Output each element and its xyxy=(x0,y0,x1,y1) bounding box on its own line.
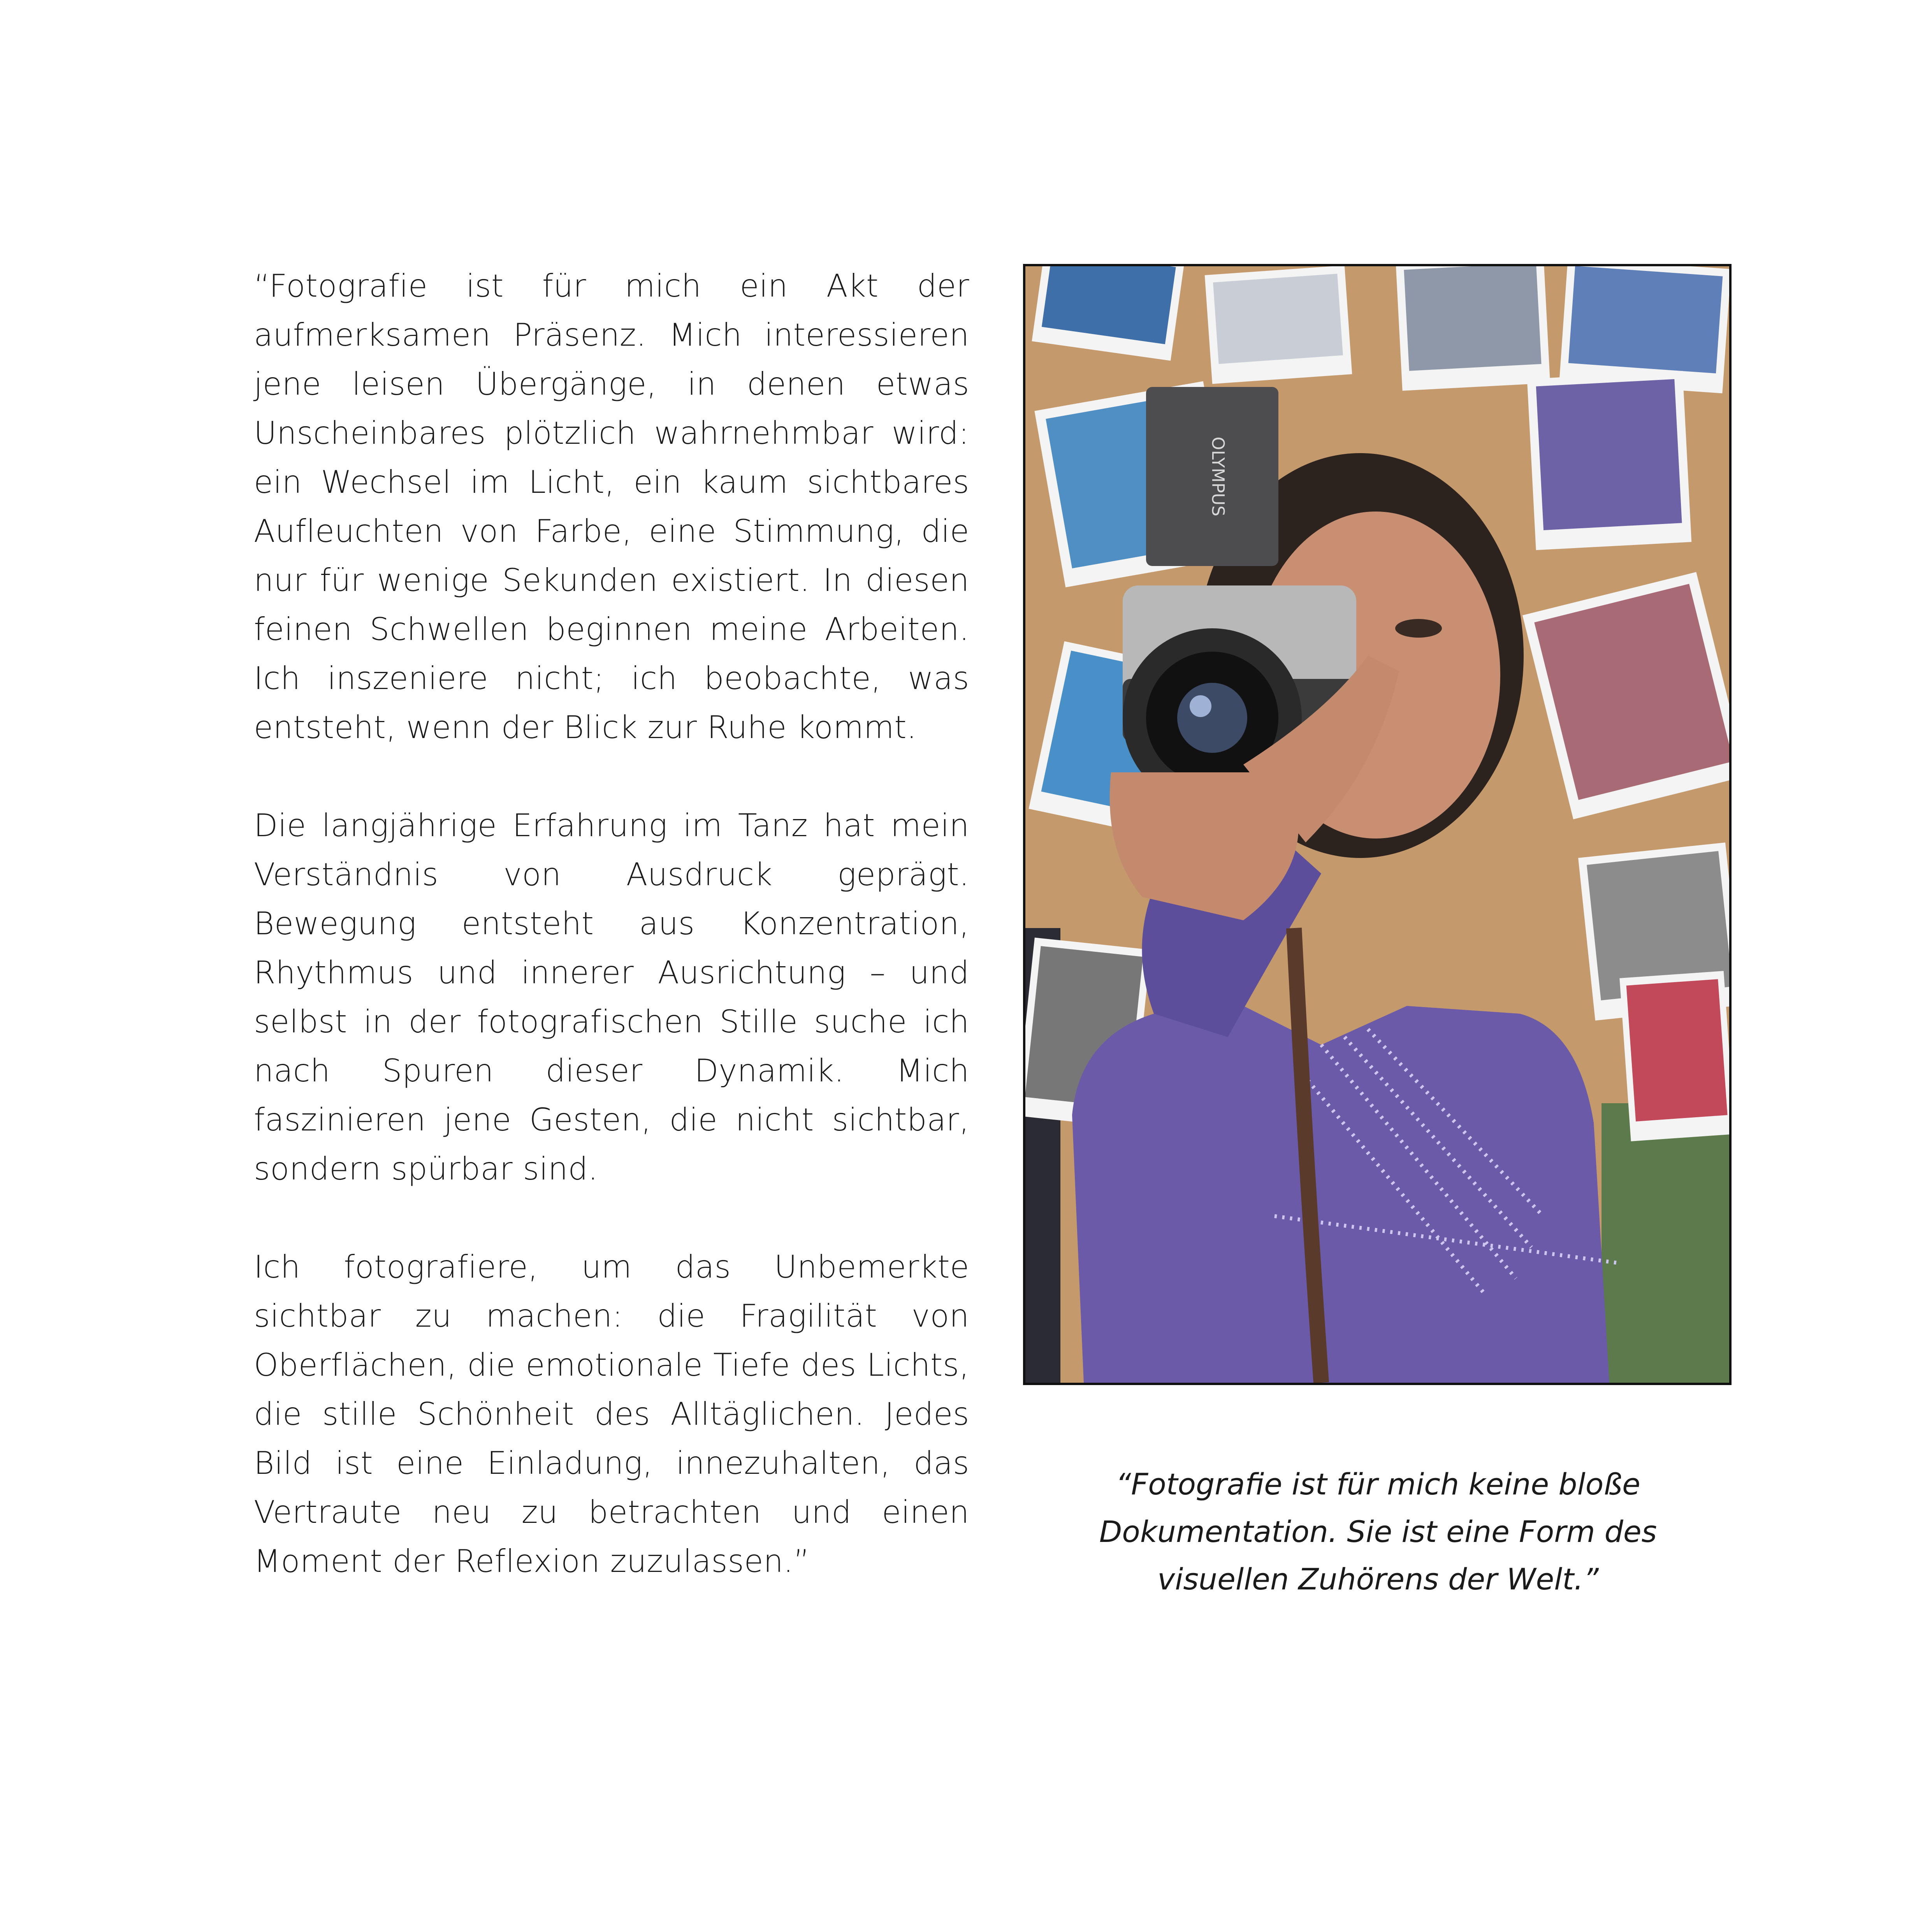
shirt xyxy=(1072,998,1609,1383)
caption-line-1: “Fotografie ist für mich keine bloße xyxy=(1116,1467,1640,1501)
green-wall xyxy=(1602,1103,1729,1383)
paragraph-2: Die langjährige Erfahrung im Tanz hat mein Verständnis von Ausdruck geprägt. Bewegung entsteht aus Konzentration, Rhythmus und innerer Ausrichtung – und selbst in der fotografischen Stille suche ich nach Spuren dieser Dynamik. Mich faszinieren jene Gesten, die nicht sichtbar, sondern spürbar sind. xyxy=(254,807,969,1187)
camera-brand-label-screen: OLYMPUS xyxy=(1208,436,1228,517)
lens-reflection xyxy=(1190,695,1211,717)
caption-line-3: visuellen Zuhörens der Welt.” xyxy=(1157,1562,1599,1596)
lens-glass xyxy=(1177,683,1247,753)
portrait-photo xyxy=(1023,264,1732,1385)
photo-caption xyxy=(1059,1461,1697,1603)
photo-illustration xyxy=(1025,266,1729,1383)
eye xyxy=(1395,619,1442,638)
caption-line-2: Dokumentation. Sie ist eine Form des xyxy=(1099,1514,1657,1549)
paragraph-3: Ich fotografiere, um das Unbemerkte sichtbar zu machen: die Fragilität von Oberflächen, die emotionale Tiefe des Lichts, die stille Schönheit des Alltäglichen. Jedes Bild ist eine Einladung, innezuhalten, das Vertraute neu zu betrachten und einen Moment der Reflexion zuzulassen.” xyxy=(254,1249,969,1579)
paragraph-1: “Fotografie ist für mich ein Akt der aufmerksamen Präsenz. Mich interessieren jene leisen Übergänge, in denen etwas Unscheinbares plötzlich wahrnehmbar wird: ein Wechsel im Licht, ein kaum sichtbares Aufleuchten von Farbe, eine Stimmung, die nur für wenige Sekunden existiert. In diesen feinen Schwellen beginnen meine Arbeiten. Ich inszeniere nicht; ich beobachte, was entsteht, wenn der Blick zur Ruhe kommt. xyxy=(254,268,969,745)
body-text xyxy=(254,262,969,1586)
